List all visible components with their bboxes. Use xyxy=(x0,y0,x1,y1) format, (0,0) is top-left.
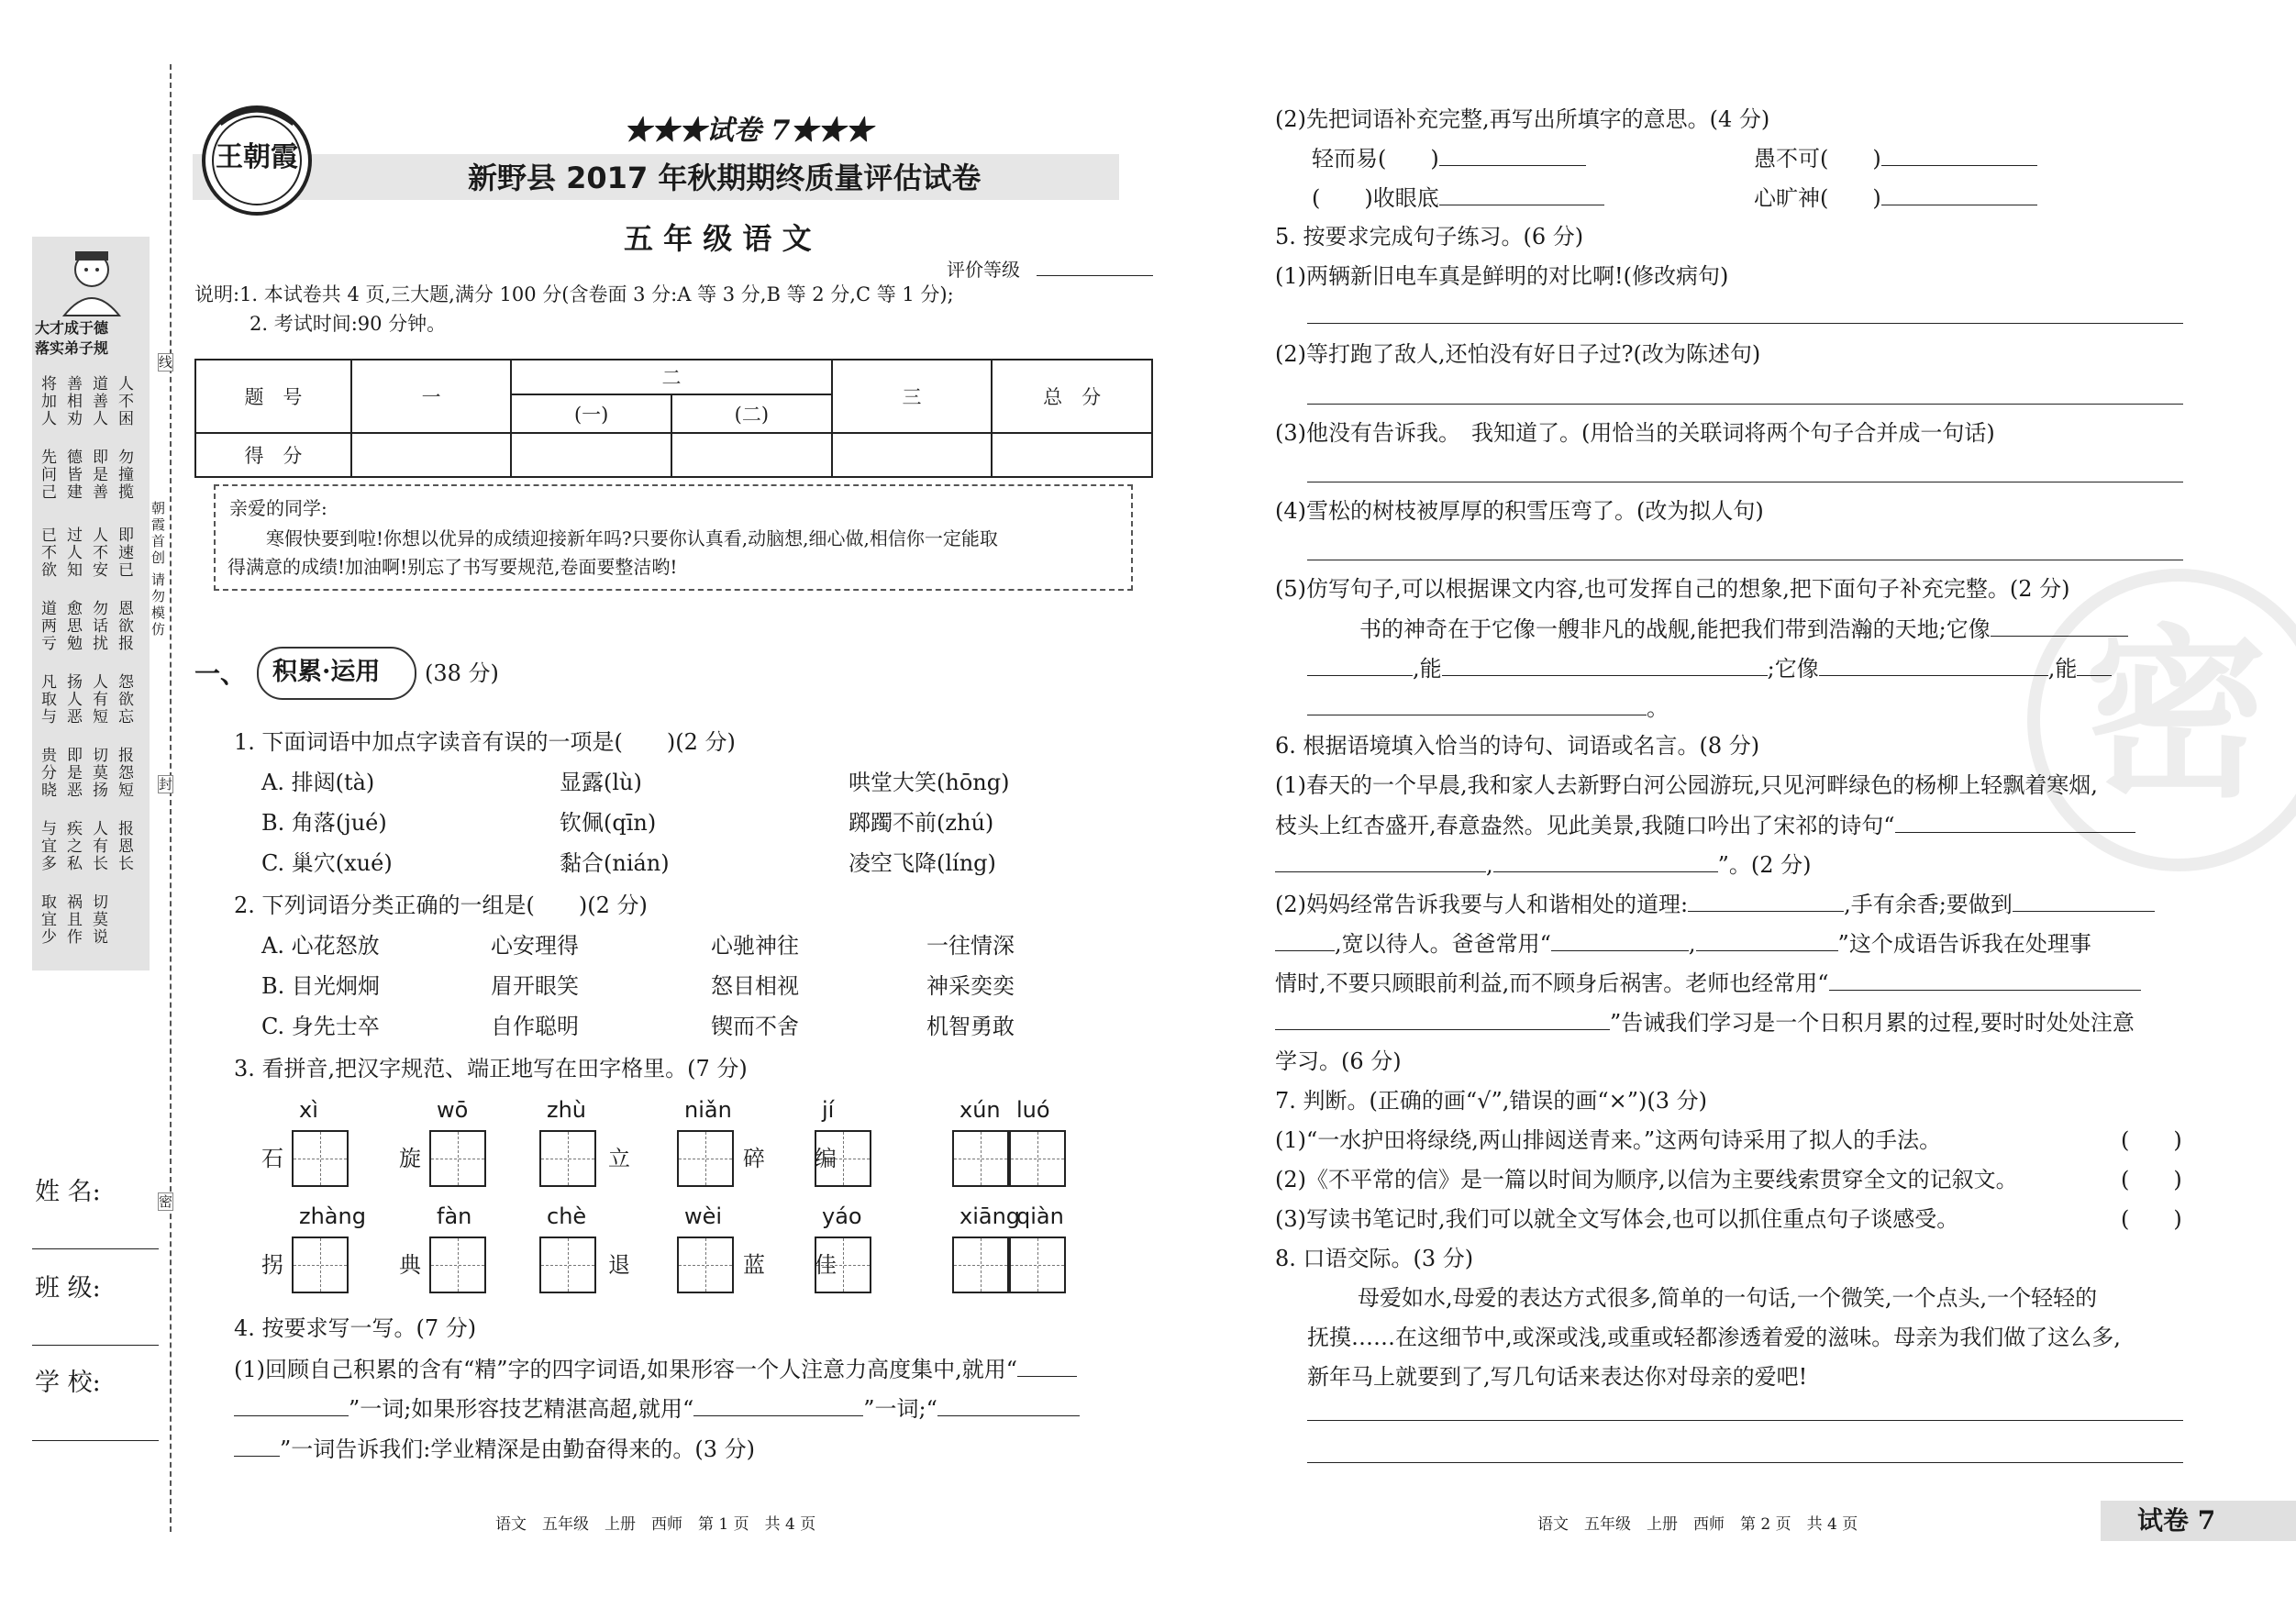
q3-pinyin: xì xyxy=(299,1097,318,1123)
q5-imitation-line-2: ,能 ;它像 ,能 xyxy=(1307,653,2112,683)
q3-given-char: 佳 xyxy=(815,1252,837,1278)
q7-stem: 7. 判断。(正确的画“√”,错误的画“×”)(3 分) xyxy=(1275,1088,1707,1114)
proverb-column: 与宜多 xyxy=(41,820,57,873)
q6-para-5: ,宽以待人。爸爸常用“ , ”这个成语告诉我在处理事 xyxy=(1275,928,2091,959)
tianzige-box[interactable] xyxy=(539,1237,596,1293)
q4-stem: 4. 按要求写一写。(7 分) xyxy=(234,1315,477,1341)
instructions-2: 2. 考试时间:90 分钟。 xyxy=(250,313,447,335)
q4-2-blank-2[interactable] xyxy=(1881,143,2037,166)
q2-option[interactable]: 心安理得 xyxy=(491,933,579,959)
q8-para-3: 新年马上就要到了,写几句话来表达你对母亲的爱吧! xyxy=(1307,1364,1808,1390)
q6-blank-6[interactable] xyxy=(1275,928,1335,951)
q6-para-4: (2)妈妈经常告诉我要与人和谐相处的道理: ,手有余香;要做到 xyxy=(1275,889,2155,919)
score-header-3: 三 xyxy=(832,360,992,433)
q3-given-char: 立 xyxy=(608,1146,630,1171)
tianzige-box[interactable] xyxy=(1009,1237,1066,1293)
proverb-column: 凡取与 xyxy=(41,673,57,726)
proverb-column: 德皆建 xyxy=(67,449,83,502)
q2-stem: 2. 下列词语分类正确的一组是( )(2 分) xyxy=(234,893,648,918)
q3-given-char: 碎 xyxy=(743,1146,765,1171)
q7-item-1: (1)“一水护田将绿绕,两山排闼送青来。”这两句诗采用了拟人的手法。 xyxy=(1275,1127,1942,1153)
proverb-column: 道两亏 xyxy=(41,600,57,653)
instructions-1: 说明:1. 本试卷共 4 页,三大题,满分 100 分(含卷面 3 分:A 等 3 分,B 等 2 分,C 等 1 分); xyxy=(194,283,954,305)
score-sub-1: (一) xyxy=(511,394,671,433)
q4-2-word-1: 轻而易( ) xyxy=(1312,143,1586,173)
proverb-column: 将加人 xyxy=(41,375,57,428)
q6-blank-5[interactable] xyxy=(2013,889,2155,912)
q4-2-word-2: 愚不可( ) xyxy=(1754,143,2037,173)
q5-blank-3[interactable] xyxy=(1442,653,1768,676)
name-blank[interactable] xyxy=(32,1248,159,1249)
q6-blank-7[interactable] xyxy=(1551,928,1689,951)
q5-sentence-2: (2)等打跑了敌人,还怕没有好日子过?(改为陈述句) xyxy=(1275,341,1761,367)
score-cell[interactable] xyxy=(832,433,992,477)
q2-option[interactable]: A. 心花怒放 xyxy=(261,933,380,959)
q4-blank-3[interactable] xyxy=(937,1393,1080,1416)
proverb-column: 报恩长 xyxy=(118,820,134,873)
confidential-seal-text: 密 xyxy=(2084,607,2268,823)
proverb-column: 即速已 xyxy=(118,527,134,580)
q4-2-word-4: 心旷神( ) xyxy=(1754,183,2037,213)
q7-answer-2[interactable]: ( ) xyxy=(2121,1167,2182,1192)
q8-stem: 8. 口语交际。(3 分) xyxy=(1275,1246,1474,1271)
score-header-1: 一 xyxy=(351,360,511,433)
q1-option[interactable]: 凌空飞降(líng) xyxy=(849,850,996,876)
q4-blank-1b[interactable] xyxy=(234,1393,349,1416)
score-sub-2: (二) xyxy=(671,394,832,433)
q5-sentence-5: (5)仿写句子,可以根据课文内容,也可发挥自己的想象,把下面句子补充完整。(2 分) xyxy=(1275,576,2070,602)
proverb-column: 即是恶 xyxy=(67,747,83,800)
score-cell[interactable] xyxy=(511,433,671,477)
q7-item-3: (3)写读书笔记时,我们可以就全文写体会,也可以抓住重点句子谈感受。 xyxy=(1275,1206,1959,1232)
scholar-figure-icon xyxy=(44,244,139,317)
grade-blank[interactable] xyxy=(1037,275,1153,276)
q8-para-2: 抚摸……在这细节中,或深或浅,或重或轻都渗透着爱的滋味。母亲为我们做了这么多, xyxy=(1307,1325,2121,1350)
q3-pinyin: fàn xyxy=(437,1203,472,1229)
proverb-column: 勿话扰 xyxy=(93,600,108,653)
proverb-column: 报怨短 xyxy=(118,747,134,800)
q2-option[interactable]: 心驰神往 xyxy=(711,933,799,959)
q2-option[interactable]: 怒目相视 xyxy=(711,973,799,999)
q6-para-1: (1)春天的一个早晨,我和家人去新野白河公园游玩,只见河畔绿色的杨柳上轻飘着寒烟, xyxy=(1275,772,2098,798)
proverb-column: 过人知 xyxy=(67,527,83,580)
exam-title: 新野县 2017 年秋期期终质量评估试卷 xyxy=(468,161,982,195)
q7-answer-3[interactable]: ( ) xyxy=(2121,1206,2182,1232)
q4-line-3: ”一词告诉我们:学业精深是由勤奋得来的。(3 分) xyxy=(234,1434,755,1464)
proverb-column: 怨欲忘 xyxy=(118,673,134,726)
q5-answer-line-1[interactable] xyxy=(1307,323,2183,324)
tianzige-box[interactable] xyxy=(952,1237,1009,1293)
q8-answer-line-1[interactable] xyxy=(1307,1420,2183,1421)
q1-option[interactable]: 黏合(nián) xyxy=(560,850,670,876)
proverb-column: 人不困 xyxy=(118,375,134,428)
q3-pinyin: wō xyxy=(437,1097,469,1123)
footer-right: 语文 五年级 上册 西师 第 2 页 共 4 页 xyxy=(1537,1515,1858,1534)
proverb-column: 愈思勉 xyxy=(67,600,83,653)
q4-2-blank-3[interactable] xyxy=(1439,183,1604,205)
tianzige-box[interactable] xyxy=(952,1130,1009,1187)
q4-2-blank-4[interactable] xyxy=(1881,183,2037,205)
q6-para-7: ”告诫我们学习是一个日积月累的过程,要时时处处注意 xyxy=(1275,1007,2135,1037)
q8-answer-line-2[interactable] xyxy=(1307,1462,2183,1463)
proverb-column: 切莫扬 xyxy=(93,747,108,800)
section-1-number: 一、 xyxy=(194,659,247,689)
q2-option[interactable]: 自作聪明 xyxy=(491,1014,579,1039)
q3-pinyin: wèi xyxy=(684,1203,723,1229)
q6-para-3: , ”。(2 分) xyxy=(1275,849,1812,880)
seal-mark-feng: 封 xyxy=(159,776,173,793)
proverb-column: 道善人 xyxy=(93,375,108,428)
q2-option[interactable]: 机智勇敢 xyxy=(926,1014,1015,1039)
q3-pinyin: xiāng xyxy=(959,1203,1021,1229)
message-line-2: 得满意的成绩!加油啊!别忘了书写要规范,卷面要整洁哟! xyxy=(227,556,678,578)
school-blank[interactable] xyxy=(32,1440,159,1441)
tianzige-box[interactable] xyxy=(677,1130,734,1187)
proverb-column: 疾之私 xyxy=(67,820,83,873)
q3-pinyin: zhù xyxy=(547,1097,587,1123)
copyright-note-2: 请勿模仿 xyxy=(151,571,166,638)
copyright-note-1: 朝霞首创 xyxy=(151,500,166,566)
q4-2-stem: (2)先把词语补充完整,再写出所填字的意思。(4 分) xyxy=(1275,106,1770,132)
q5-imitation-line-1: 书的神奇在于它像一艘非凡的战舰,能把我们带到浩瀚的天地;它像 xyxy=(1359,614,2128,644)
q5-blank-6[interactable] xyxy=(1307,693,1647,715)
proverb-column: 即是善 xyxy=(93,449,108,502)
q3-given-char: 典 xyxy=(399,1252,421,1278)
q5-blank-2[interactable] xyxy=(1307,653,1413,676)
q3-given-char: 石 xyxy=(261,1146,283,1171)
proverb-column: 善相劝 xyxy=(67,375,83,428)
proverb-column: 贵分晓 xyxy=(41,747,57,800)
q6-para-6: 情时,不要只顾眼前利益,而不顾身后祸害。老师也经常用“ xyxy=(1275,968,2141,998)
proverb-column: 勿撞揽 xyxy=(118,449,134,502)
proverb-column: 人不安 xyxy=(93,527,108,580)
score-cell[interactable] xyxy=(671,433,832,477)
tianzige-box[interactable] xyxy=(429,1237,486,1293)
footer-left: 语文 五年级 上册 西师 第 1 页 共 4 页 xyxy=(495,1515,816,1534)
binding-line xyxy=(170,64,172,1532)
q3-pinyin: jí xyxy=(822,1097,835,1123)
q5-sentence-1: (1)两辆新旧电车真是鲜明的对比啊!(修改病句) xyxy=(1275,263,1729,289)
q1-stem: 1. 下面词语中加点字读音有误的一项是( )(2 分) xyxy=(234,729,736,755)
q7-answer-1[interactable]: ( ) xyxy=(2121,1127,2182,1153)
q6-blank-4[interactable] xyxy=(1688,889,1844,912)
score-cell[interactable] xyxy=(351,433,511,477)
proverb-column: 先问己 xyxy=(41,449,57,502)
q4-line-2: ”一词;如果形容技艺精湛高超,就用“ ”一词;“ xyxy=(234,1393,1080,1424)
proverb-column: 祸且作 xyxy=(67,893,83,947)
sidebar-motto-1: 大才成于德 xyxy=(35,319,109,337)
q4-2-word-3: ( )收眼底 xyxy=(1312,183,1604,213)
q6-blank-3[interactable] xyxy=(1493,849,1718,872)
tianzige-box[interactable] xyxy=(677,1237,734,1293)
proverb-column: 切莫说 xyxy=(93,893,108,947)
paper-number: ★★★试卷 7★★★ xyxy=(624,115,873,147)
q3-given-char: 退 xyxy=(608,1252,630,1278)
q5-blank-4[interactable] xyxy=(1819,653,2048,676)
q2-option[interactable]: C. 身先士卒 xyxy=(261,1014,380,1039)
q4-blank-1[interactable] xyxy=(1017,1354,1077,1377)
message-line-1: 寒假快要到啦!你想以优异的成绩迎接新年吗?只要你认真看,动脑想,细心做,相信你一定能取 xyxy=(266,527,998,549)
tianzige-box[interactable] xyxy=(1009,1130,1066,1187)
q5-stem: 5. 按要求完成句子练习。(6 分) xyxy=(1275,224,1584,250)
footer-paper-tag: 试卷 7 xyxy=(2137,1505,2216,1536)
q3-pinyin: luó xyxy=(1016,1097,1050,1123)
q1-option[interactable]: 显露(lù) xyxy=(560,770,642,795)
q3-given-char: 蓝 xyxy=(743,1252,765,1278)
q1-option[interactable]: C. 巢穴(xué) xyxy=(261,850,393,876)
school-label: 学 校: xyxy=(35,1369,101,1397)
q6-blank-2[interactable] xyxy=(1275,849,1486,872)
proverb-column: 人有短 xyxy=(93,673,108,726)
q6-para-8: 学习。(6 分) xyxy=(1275,1048,1402,1074)
score-header-2: 二 xyxy=(511,360,831,394)
q6-stem: 6. 根据语境填入恰当的诗句、词语或名言。(8 分) xyxy=(1275,733,1760,759)
tianzige-box[interactable] xyxy=(429,1130,486,1187)
subject-title: 五 年 级 语 文 xyxy=(624,221,812,256)
proverb-column: 恩欲报 xyxy=(118,600,134,653)
section-1-title: 积累·运用 xyxy=(272,658,381,686)
score-header-total: 总 分 xyxy=(992,360,1152,433)
brand-logo-text: 王朝霞 xyxy=(216,141,298,173)
q6-para-2: 枝头上红杏盛开,春意盎然。见此美景,我随口吟出了宋祁的诗句“ xyxy=(1275,810,2135,840)
message-greeting: 亲爱的同学: xyxy=(229,497,327,519)
proverb-column: 扬人恶 xyxy=(67,673,83,726)
q2-option[interactable]: 一往情深 xyxy=(926,933,1015,959)
q4-blank-3b[interactable] xyxy=(234,1434,280,1457)
score-cell[interactable] xyxy=(992,433,1152,477)
section-1-score: (38 分) xyxy=(425,660,499,686)
q2-option[interactable]: 锲而不舍 xyxy=(711,1014,799,1039)
tianzige-box[interactable] xyxy=(292,1237,349,1293)
q1-option[interactable]: 哄堂大笑(hōng) xyxy=(849,770,1010,795)
q3-given-char: 编 xyxy=(815,1146,837,1171)
proverb-column: 已不欲 xyxy=(41,527,57,580)
q1-option[interactable]: 钦佩(qīn) xyxy=(560,810,657,836)
q5-sentence-4: (4)雪松的树枝被厚厚的积雪压弯了。(改为拟人句) xyxy=(1275,498,1764,524)
q5-sentence-3: (3)他没有告诉我。 我知道了。(用恰当的关联词将两个句子合并成一句话) xyxy=(1275,420,1995,446)
q3-pinyin: qiàn xyxy=(1016,1203,1064,1229)
class-label: 班 级: xyxy=(35,1274,101,1303)
q6-blank-10[interactable] xyxy=(1275,1007,1610,1030)
score-row-label: 得 分 xyxy=(195,433,351,477)
q3-pinyin: chè xyxy=(547,1203,587,1229)
q7-item-2: (2)《不平常的信》是一篇以时间为顺序,以信为主要线索贯穿全文的记叙文。 xyxy=(1275,1167,2018,1192)
q3-stem: 3. 看拼音,把汉字规范、端正地写在田字格里。(7 分) xyxy=(234,1056,748,1081)
class-blank[interactable] xyxy=(32,1345,159,1346)
proverb-column: 取宜少 xyxy=(41,893,57,947)
q2-option[interactable]: 神采奕奕 xyxy=(926,973,1015,999)
q2-option[interactable]: 眉开眼笑 xyxy=(491,973,579,999)
score-table xyxy=(194,359,1153,478)
tianzige-box[interactable] xyxy=(292,1130,349,1187)
grade-label: 评价等级 xyxy=(947,259,1020,281)
q4-line-1: (1)回顾自己积累的含有“精”字的四字词语,如果形容一个人注意力高度集中,就用“ xyxy=(234,1354,1077,1384)
seal-mark-mi: 密 xyxy=(159,1193,173,1210)
q2-option[interactable]: B. 目光炯炯 xyxy=(261,973,380,999)
q3-pinyin: niǎn xyxy=(684,1097,732,1123)
q3-given-char: 旋 xyxy=(399,1146,421,1171)
name-label: 姓 名: xyxy=(35,1178,101,1206)
q5-imitation-line-3: 。 xyxy=(1307,693,1669,723)
tianzige-box[interactable] xyxy=(539,1130,596,1187)
q1-option[interactable]: 踯躅不前(zhú) xyxy=(849,810,994,836)
q3-pinyin: yáo xyxy=(822,1203,862,1229)
q3-given-char: 拐 xyxy=(261,1252,283,1278)
sidebar-motto-2: 落实弟子规 xyxy=(35,339,109,357)
q6-blank-9[interactable] xyxy=(1829,968,2141,991)
q8-para-1: 母爱如水,母爱的表达方式很多,简单的一句话,一个微笑,一个点头,一个轻轻的 xyxy=(1358,1285,2098,1311)
q3-pinyin: zhàng xyxy=(299,1203,366,1229)
q3-pinyin: xún xyxy=(959,1097,1001,1123)
score-header-item: 题 号 xyxy=(195,360,351,433)
q1-option[interactable]: B. 角落(jué) xyxy=(261,810,387,836)
seal-mark-xian: 线 xyxy=(159,354,173,371)
proverb-column: 人有长 xyxy=(93,820,108,873)
q6-blank-8[interactable] xyxy=(1696,928,1838,951)
q4-2-blank-1[interactable] xyxy=(1439,143,1586,166)
q4-blank-2[interactable] xyxy=(693,1393,863,1416)
q5-answer-line-2[interactable] xyxy=(1307,404,2183,405)
q1-option[interactable]: A. 排闼(tà) xyxy=(261,770,375,795)
